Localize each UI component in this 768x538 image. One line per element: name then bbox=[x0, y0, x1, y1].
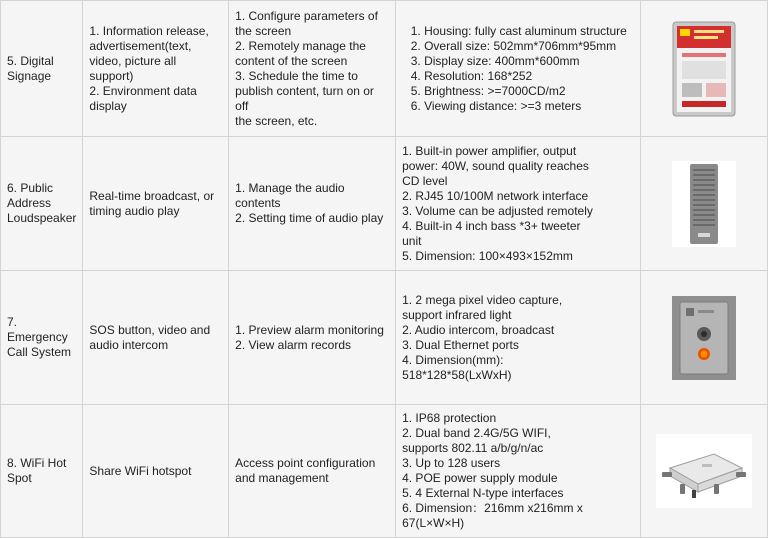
specs-list bbox=[402, 24, 634, 114]
spec-item: 4. Resolution: 168*252 bbox=[424, 69, 634, 84]
table-row bbox=[1, 137, 768, 271]
function-cell: Share WiFi hotspot bbox=[83, 405, 229, 538]
product-image-cell bbox=[641, 1, 768, 137]
digital-signage-photo-icon bbox=[672, 21, 736, 117]
table-row bbox=[1, 271, 768, 405]
spec-item: 6. Viewing distance: >=3 meters bbox=[424, 99, 634, 114]
management-cell: 1. Manage the audio contents 2. Setting time of audio play bbox=[229, 137, 396, 271]
management-cell: Access point configuration and management bbox=[229, 405, 396, 538]
table-row bbox=[1, 405, 768, 538]
product-name-cell: 6. Public Address Loudspeaker bbox=[1, 137, 83, 271]
spec-item: 5. Brightness: >=7000CD/m2 bbox=[424, 84, 634, 99]
function-cell: Real-time broadcast, or timing audio play bbox=[83, 137, 229, 271]
product-image-cell bbox=[641, 271, 768, 405]
spec-item: 3. Display size: 400mm*600mm bbox=[424, 54, 634, 69]
function-cell: 1. Information release, advertisement(text, video, picture all support) 2. Environment data display bbox=[83, 1, 229, 137]
management-cell: 1. Configure parameters of the screen 2. Remotely manage the content of the screen 3. Schedule the time to publish content, turn on or off the screen, etc. bbox=[229, 1, 396, 137]
management-cell: 1. Preview alarm monitoring 2. View alarm records bbox=[229, 271, 396, 405]
wifi-access-point-photo-icon bbox=[656, 434, 752, 508]
specs-cell: 1. 2 mega pixel video capture, support infrared light 2. Audio intercom, broadcast 3. Dual Ethernet ports 4. Dimension(mm): 518*128*58(LxWxH) bbox=[396, 271, 641, 405]
specs-cell: 1. Built-in power amplifier, output power: 40W, sound quality reaches CD level 2. RJ45 10/100M network interface 3. Volume can be adjusted remotely 4. Built-in 4 inch bass *3+ tweeter unit 5. Dimension: 100×493×152mm bbox=[396, 137, 641, 271]
table-row bbox=[1, 1, 768, 137]
spec-item: 1. Housing: fully cast aluminum structure bbox=[424, 24, 634, 39]
product-name-cell: 7. Emergency Call System bbox=[1, 271, 83, 405]
column-loudspeaker-photo-icon bbox=[672, 161, 736, 247]
specs-cell: 1. IP68 protection 2. Dual band 2.4G/5G WIFI, supports 802.11 a/b/g/n/ac 3. Up to 128 users 4. POE power supply module 5. 4 External N-type interfaces 6. Dimension：216mm x216mm x 67(L×W×H) bbox=[396, 405, 641, 538]
specs-cell bbox=[396, 1, 641, 137]
spec-item: 2. Overall size: 502mm*706mm*95mm bbox=[424, 39, 634, 54]
emergency-call-panel-photo-icon bbox=[672, 296, 736, 380]
product-name-cell: 8. WiFi Hot Spot bbox=[1, 405, 83, 538]
function-cell: SOS button, video and audio intercom bbox=[83, 271, 229, 405]
product-image-cell bbox=[641, 405, 768, 538]
product-name-cell: 5. Digital Signage bbox=[1, 1, 83, 137]
product-image-cell bbox=[641, 137, 768, 271]
